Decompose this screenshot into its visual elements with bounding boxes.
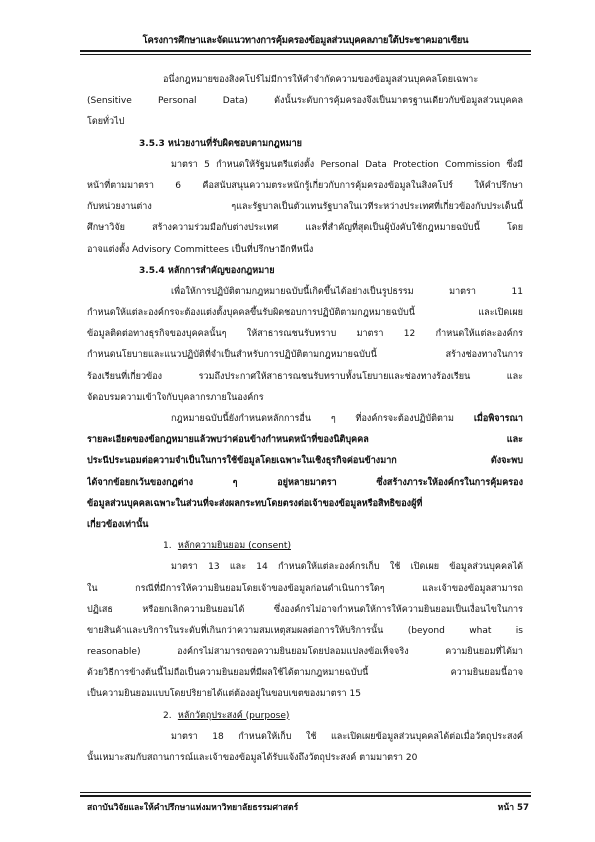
- text-line: เพื่อให้การปฏิบัติตามกฎหมายฉบับนี้เกิดขึ้นได้อย่างเป็นรูปธรรม มาตรา 11: [171, 286, 523, 297]
- bold-text-line: เกี่ยวข้องเท่านั้น: [87, 519, 149, 530]
- list-item-number: 2.: [163, 710, 172, 721]
- text-line: กับหน่วยงานต่าง ๆและรัฐบาลเป็นตัวแทนรัฐบาลในเวทีระหว่างประเทศที่เกี่ยวข้องกับประเด็นนี้: [87, 202, 523, 213]
- text-line: มาตรา 18 กำหนดให้เก็บ ใช้ และเปิดเผยข้อมูลส่วนบุคคลได้ต่อเมื่อวัตถุประสงค์: [171, 731, 523, 742]
- footer-rule-thin: [80, 792, 531, 793]
- bold-text-line: ได้จากข้อยกเว้นของกฎต่าง ๆ อยู่หลายมาตรา ซึ่งสร้างภาระให้องค์กรในการคุ้มครอง: [87, 477, 523, 488]
- text-line: มาตรา 5 กำหนดให้รัฐมนตรีแต่งตั้ง Personal Data Protection Commission ซึ่งมี: [171, 159, 523, 170]
- text-line: ขายสินค้าและบริการในระดับที่เกินกว่าความสมเหตุสมผลต่อการให้บริการนั้น (beyond what is: [87, 625, 523, 636]
- text-line: ศึกษาวิจัย สร้างความร่วมมือกับต่างประเทศ และที่สำคัญที่สุดเป็นผู้บังคับใช้กฎหมายฉบับนี้ โดย: [87, 223, 523, 234]
- list-item-heading-consent: [87, 536, 523, 557]
- text-line: ปฏิเสธ หรือยกเลิกความยินยอมได้ ซึ่งองค์กรไม่อาจกำหนดให้การให้ความยินยอมเป็นเงื่อนไขในการ: [87, 604, 523, 615]
- bold-text-line: ข้อมูลส่วนบุคคลเฉพาะในส่วนที่จะส่งผลกระทบโดยตรงต่อเจ้าของข้อมูลหรือสิทธิของผู้ที่: [87, 498, 423, 509]
- section-3-5-4-paragraph-1: [87, 282, 523, 409]
- text-line: กำหนดให้แต่ละองค์กรจะต้องแต่งตั้งบุคคลขึ้นรับผิดชอบการปฏิบัติตามกฎหมายฉบับนี้ และเปิดเผย: [87, 308, 523, 319]
- list-item-number: 1.: [163, 541, 172, 552]
- page-number: หน้า 57: [497, 803, 529, 813]
- list-item-title: หลักวัตถุประสงค์ (purpose): [177, 710, 290, 721]
- bold-text-run: เมื่อพิจารณา: [473, 414, 523, 424]
- section-3-5-4-paragraph-2: [87, 409, 523, 536]
- text-line: ร้องเรียนที่เกี่ยวข้อง รวมถึงประกาศให้สาธารณชนรับทราบทั้งนโยบายและช่องทางร้องเรียน และ: [87, 371, 523, 382]
- bold-text-line: รายละเอียดของข้อกฎหมายแล้วพบว่าค่อนข้างกำหนดหน้าที่ของนิติบุคคล และ: [87, 435, 523, 446]
- text-line: โดยทั่วไป: [87, 117, 125, 128]
- text-run: กฎหมายฉบับนี้ยังกำหนดหลักการอื่น ๆ ที่องค์กรจะต้องปฏิบัติตาม: [171, 414, 454, 424]
- text-line: อนึ่งกฎหมายของสิงคโปร์ไม่มีการให้คำจำกัดความของข้อมูลส่วนบุคคลโดยเฉพาะ: [163, 75, 479, 85]
- consent-paragraph: [87, 557, 523, 705]
- section-3-5-3-paragraph: [87, 155, 523, 261]
- purpose-paragraph: [87, 727, 523, 769]
- text-line: กำหนดนโยบายและแนวปฏิบัติที่จำเป็นสำหรับการปฏิบัติตามกฎหมายฉบับนี้ สร้างช่องทางในการ: [87, 350, 523, 361]
- section-heading-3-5-3: 3.5.3 หน่วยงานที่รับผิดชอบตามกฎหมาย: [139, 138, 302, 149]
- list-item-heading-purpose: [87, 706, 523, 727]
- section-heading-3-5-4: 3.5.4 หลักการสำคัญของกฎหมาย: [139, 265, 275, 276]
- text-line: จัดอบรมความเข้าใจกับบุคลากรภายในองค์กร: [87, 392, 264, 403]
- intro-paragraph: [87, 70, 523, 134]
- text-line: หน้าที่ตามมาตรา 6 คือสนับสนุนความตระหนักรู้เกี่ยวกับการคุ้มครองข้อมูลในสิงคโปร์ ให้คำปรึกษา: [87, 180, 523, 191]
- footer-institution: สถาบันวิจัยและให้คำปรึกษาแห่งมหาวิทยาลัยธรรมศาสตร์: [87, 803, 299, 813]
- text-line: ด้วยวิธีการข้างต้นนี้ไม่ถือเป็นความยินยอมที่มีผลใช้ได้ตามกฎหมายฉบับนี้ ความยินยอมนี้อาจ: [87, 668, 523, 679]
- text-line: reasonable) องค์กรไม่สามารถขอความยินยอมโดยปลอมแปลงข้อเท็จจริง ความยินยอมที่ได้มา: [87, 647, 523, 658]
- bold-text-line: ประนีประนอมต่อความจำเป็นในการใช้ข้อมูลโดยเฉพาะในเชิงธุรกิจค่อนข้างมาก ดังจะพบ: [87, 456, 523, 467]
- header-rule-thin: [80, 54, 531, 55]
- text-line: นั้นเหมาะสมกับสถานการณ์และเจ้าของข้อมูลได้รับแจ้งถึงวัตถุประสงค์ ตามมาตรา 20: [87, 753, 418, 763]
- running-header: โครงการศึกษาและจัดแนวทางการคุ้มครองข้อมูลส่วนบุคคลภายใต้ประชาคมอาเซียน: [142, 35, 469, 46]
- text-line: เป็นความยินยอมแบบโดยปริยายได้แต่ต้องอยู่ในขอบเขตของมาตรา 15: [87, 689, 361, 700]
- footer-rule: [80, 795, 531, 797]
- text-line: อาจแต่งตั้ง Advisory Committees เป็นที่ปรึกษาอีกทีหนึ่ง: [87, 244, 314, 255]
- text-line: มาตรา 13 และ 14 กำหนดให้แต่ละองค์กรเก็บ ใช้ เปิดเผย ข้อมูลส่วนบุคคลได้: [171, 562, 523, 573]
- document-body: [87, 70, 523, 769]
- header-rule: [80, 50, 531, 52]
- text-line: [87, 409, 523, 430]
- text-line: ใน กรณีที่มีการให้ความยินยอมโดยเจ้าของข้อมูลก่อนดำเนินการใดๆ และเจ้าของข้อมูลสามารถ: [87, 583, 523, 594]
- text-line: ข้อมูลติดต่อทางธุรกิจของบุคคลนั้นๆ ให้สาธารณชนรับทราบ มาตรา 12 กำหนดให้แต่ละองค์กร: [87, 329, 523, 340]
- text-line: (Sensitive Personal Data) ดังนั้นระดับการคุ้มครองจึงเป็นมาตรฐานเดียวกับข้อมูลส่วนบุคคล: [87, 96, 523, 107]
- list-item-title: หลักความยินยอม (consent): [177, 541, 291, 552]
